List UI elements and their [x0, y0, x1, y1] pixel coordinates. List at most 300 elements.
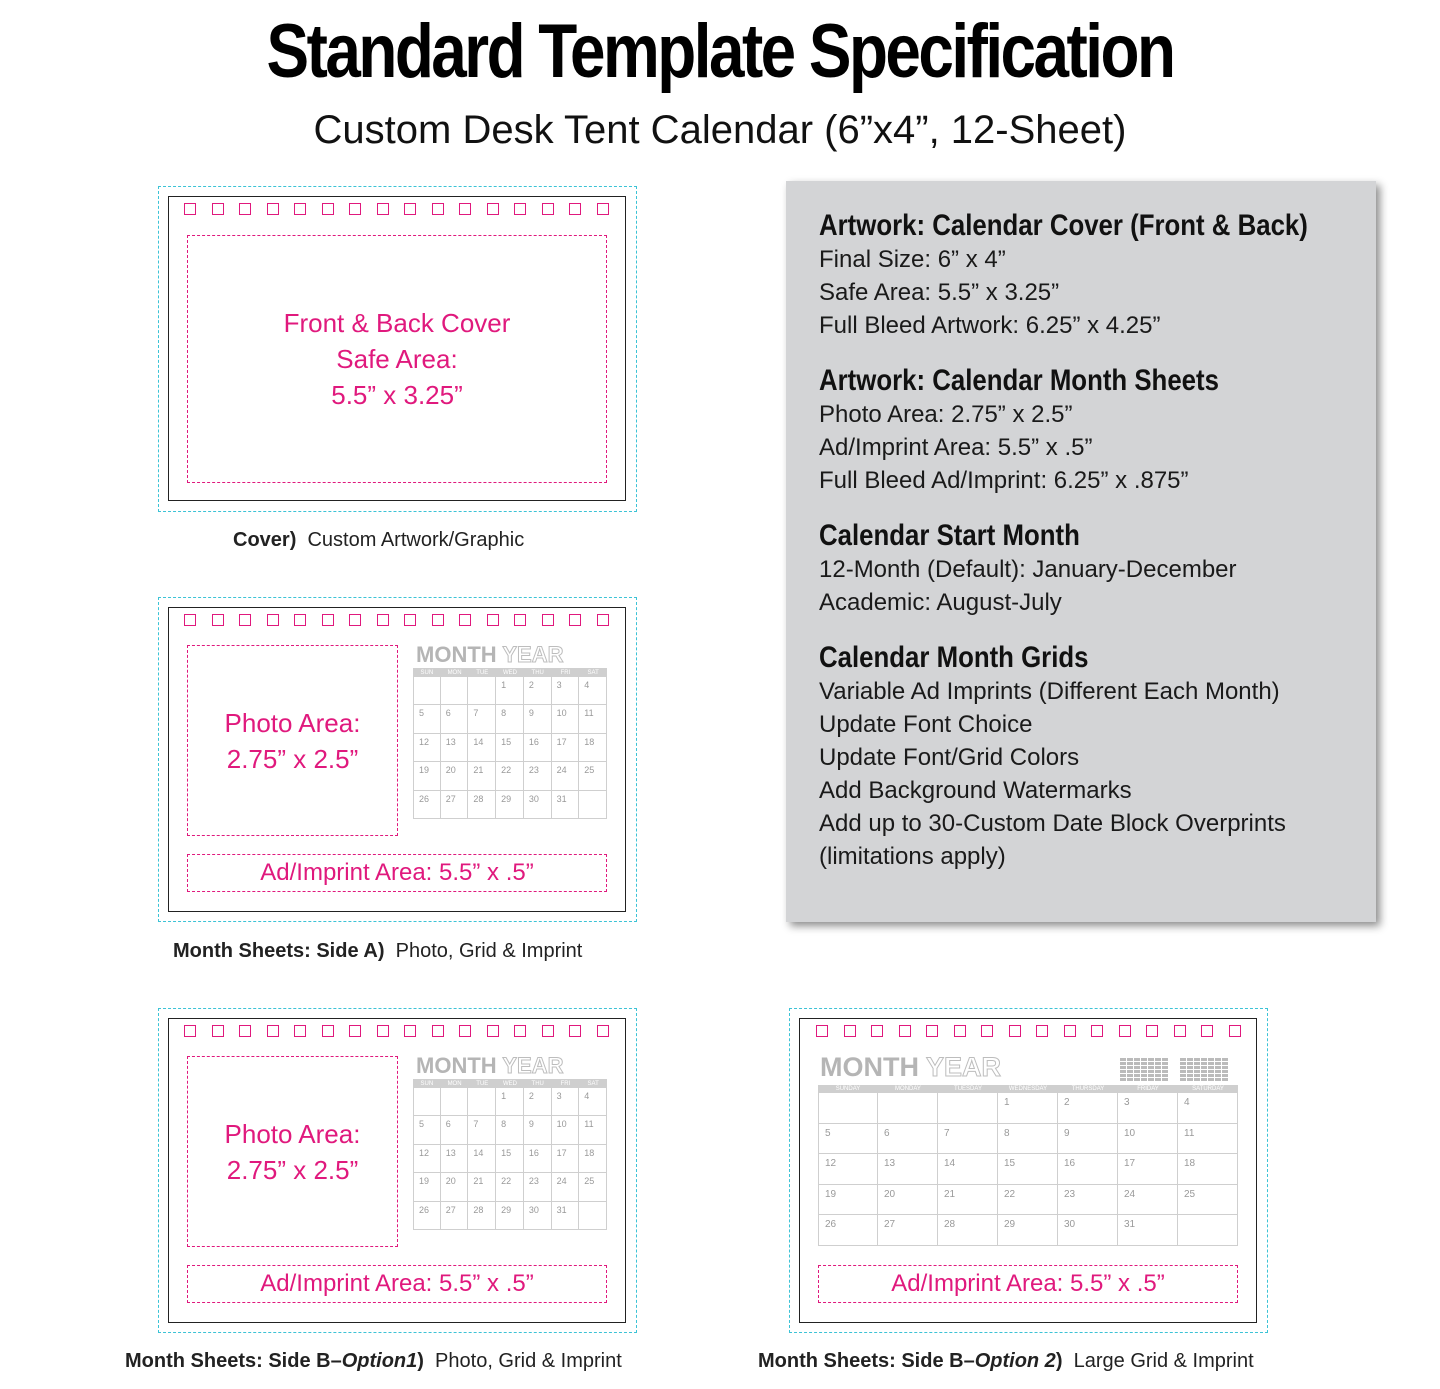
page-title: Standard Template Specification	[266, 9, 1174, 94]
mini-calendar-mark	[1148, 1078, 1154, 1081]
mini-calendar-mark	[1187, 1078, 1193, 1081]
binding-hole-icon	[322, 614, 334, 626]
mini-calendar-mark	[1180, 1074, 1186, 1077]
date-cell: 3	[552, 1088, 580, 1116]
date-cell: 16	[1058, 1154, 1118, 1185]
day-header: SAT	[579, 668, 607, 677]
binding-hole-icon	[322, 203, 334, 215]
cover-caption	[233, 527, 524, 553]
mini-calendar-mark	[1187, 1062, 1193, 1065]
cover-caption-text: Custom Artwork/Graphic	[307, 529, 525, 551]
date-cell: 30	[524, 791, 552, 819]
date-cell: 3	[1118, 1093, 1178, 1124]
date-cell: 28	[468, 1202, 496, 1230]
mini-calendar-mark	[1215, 1058, 1221, 1061]
binding-hole-icon	[514, 614, 526, 626]
side-a-year-word: YEAR	[502, 642, 564, 667]
date-cell: 27	[878, 1215, 938, 1246]
mini-calendar-mark	[1194, 1058, 1200, 1061]
mini-calendar-mark	[1201, 1078, 1207, 1081]
mini-calendar-mark	[1127, 1078, 1133, 1081]
binding-hole-icon	[404, 614, 416, 626]
binding-hole-icon	[349, 203, 361, 215]
date-cell	[579, 791, 607, 819]
side-b1-calendar-grid	[413, 1079, 607, 1230]
date-cell: 8	[998, 1124, 1058, 1155]
date-cell: 28	[468, 791, 496, 819]
mini-calendar-mark	[1148, 1066, 1154, 1069]
date-cell: 29	[998, 1215, 1058, 1246]
date-cell: 22	[496, 762, 524, 790]
mini-calendar-mark	[1120, 1078, 1126, 1081]
mini-calendar-mark	[1201, 1062, 1207, 1065]
mini-calendar-mark	[1120, 1070, 1126, 1073]
date-cell: 25	[579, 1173, 607, 1201]
mini-calendar-mark	[1194, 1066, 1200, 1069]
binding-hole-icon	[239, 614, 251, 626]
spec-line: Safe Area: 5.5” x 3.25”	[819, 279, 1060, 306]
date-cell: 11	[579, 705, 607, 733]
mini-calendar-mark	[1162, 1062, 1168, 1065]
mini-calendar-mark	[1187, 1070, 1193, 1073]
side-a-calendar-grid	[413, 668, 607, 819]
mini-calendar-mark	[1141, 1078, 1147, 1081]
date-cell: 22	[496, 1173, 524, 1201]
binding-hole-icon	[184, 203, 196, 215]
spec-line: Full Bleed Ad/Imprint: 6.25” x .875”	[819, 467, 1189, 494]
spec-line: Full Bleed Artwork: 6.25” x 4.25”	[819, 312, 1161, 339]
side-b2-imprint-area: Ad/Imprint Area: 5.5” x .5”	[818, 1265, 1238, 1303]
side-b2-caption-italic: Option 2	[974, 1350, 1056, 1372]
binding-hole-icon	[954, 1025, 966, 1037]
date-cell: 23	[524, 762, 552, 790]
mini-calendar-mark	[1215, 1066, 1221, 1069]
date-cell: 15	[998, 1154, 1058, 1185]
date-cell: 16	[524, 734, 552, 762]
side-b1-photo-area	[187, 1056, 398, 1247]
binding-hole-icon	[1174, 1025, 1186, 1037]
binding-hole-icon	[514, 1025, 526, 1037]
date-cell: 20	[878, 1185, 938, 1216]
date-cell	[468, 677, 496, 705]
day-header: TUE	[468, 668, 496, 677]
mini-calendar-mark	[1155, 1066, 1161, 1069]
date-cell: 5	[413, 1116, 441, 1144]
date-cell: 3	[552, 677, 580, 705]
date-cell: 31	[552, 791, 580, 819]
date-cell: 24	[1118, 1185, 1178, 1216]
side-a-caption	[173, 938, 582, 964]
binding-hole-icon	[404, 203, 416, 215]
date-cell: 10	[552, 1116, 580, 1144]
binding-hole-icon	[569, 203, 581, 215]
date-cell	[1178, 1215, 1238, 1246]
side-b2-holes	[816, 1025, 1241, 1037]
binding-hole-icon	[459, 1025, 471, 1037]
mini-calendar-mark	[1222, 1058, 1228, 1061]
day-header: SUN	[413, 1079, 441, 1088]
day-header: FRIDAY	[1118, 1085, 1178, 1093]
date-cell: 11	[1178, 1124, 1238, 1155]
date-cell: 30	[1058, 1215, 1118, 1246]
date-cell: 17	[552, 1145, 580, 1173]
side-b2-caption-text: Large Grid & Imprint	[1073, 1350, 1254, 1372]
date-cell: 19	[413, 1173, 441, 1201]
mini-calendar-mark	[1215, 1070, 1221, 1073]
side-b2-caption-bold-end: )	[1055, 1350, 1063, 1372]
binding-hole-icon	[899, 1025, 911, 1037]
spec-heading: Artwork: Calendar Cover (Front & Back)	[819, 209, 1308, 242]
mini-calendar-mark	[1155, 1078, 1161, 1081]
day-header: SUN	[413, 668, 441, 677]
mini-calendar-mark	[1215, 1074, 1221, 1077]
cover-safe-line3: 5.5” x 3.25”	[331, 380, 463, 410]
mini-calendar-mark	[1194, 1074, 1200, 1077]
date-cell: 20	[441, 1173, 469, 1201]
side-a-caption-text: Photo, Grid & Imprint	[395, 940, 583, 962]
day-header: TUE	[468, 1079, 496, 1088]
date-cell: 5	[413, 705, 441, 733]
side-b1-photo-line2: 2.75” x 2.5”	[226, 1154, 359, 1185]
mini-calendar-mark	[1127, 1058, 1133, 1061]
date-cell: 8	[496, 1116, 524, 1144]
mini-calendar-mark	[1162, 1078, 1168, 1081]
mini-calendar-mark	[1120, 1058, 1126, 1061]
side-a-caption-bold: Month Sheets: Side A)	[173, 940, 385, 962]
side-b1-year-word: YEAR	[502, 1053, 564, 1078]
spec-section-month-grids	[819, 641, 1286, 873]
date-cell: 1	[998, 1093, 1058, 1124]
binding-hole-icon	[294, 614, 306, 626]
spec-line: Add up to 30-Custom Date Block Overprints	[819, 810, 1286, 837]
binding-hole-icon	[1229, 1025, 1241, 1037]
date-cell: 9	[524, 705, 552, 733]
binding-hole-icon	[294, 203, 306, 215]
binding-hole-icon	[569, 1025, 581, 1037]
date-cell: 2	[524, 677, 552, 705]
binding-hole-icon	[871, 1025, 883, 1037]
binding-hole-icon	[1064, 1025, 1076, 1037]
spec-line: Photo Area: 2.75” x 2.5”	[819, 401, 1073, 428]
binding-hole-icon	[542, 1025, 554, 1037]
spec-heading: Calendar Month Grids	[819, 641, 1089, 674]
binding-hole-icon	[432, 614, 444, 626]
mini-calendar-mark	[1180, 1058, 1186, 1061]
spec-heading: Artwork: Calendar Month Sheets	[819, 364, 1219, 397]
binding-hole-icon	[432, 1025, 444, 1037]
binding-hole-icon	[212, 203, 224, 215]
day-header: MONDAY	[878, 1085, 938, 1093]
binding-hole-icon	[212, 614, 224, 626]
mini-calendar-mark	[1222, 1078, 1228, 1081]
side-b2-year-word: YEAR	[926, 1052, 1002, 1082]
mini-calendar-mark	[1222, 1074, 1228, 1077]
binding-hole-icon	[377, 203, 389, 215]
mini-calendar-mark	[1187, 1066, 1193, 1069]
date-cell	[413, 1088, 441, 1116]
mini-calendar-mark	[1194, 1070, 1200, 1073]
date-cell: 10	[1118, 1124, 1178, 1155]
mini-calendar-mark	[1162, 1070, 1168, 1073]
spec-section-start-month	[819, 519, 1237, 619]
date-cell: 26	[413, 1202, 441, 1230]
side-a-month-title	[416, 643, 564, 667]
mini-calendar-mark	[1141, 1074, 1147, 1077]
binding-hole-icon	[1009, 1025, 1021, 1037]
mini-calendar-mark	[1148, 1070, 1154, 1073]
day-header: THURSDAY	[1058, 1085, 1118, 1093]
side-b1-month-title	[416, 1054, 564, 1078]
date-cell: 15	[496, 1145, 524, 1173]
spec-line: 12-Month (Default): January-December	[819, 556, 1237, 583]
spec-line: (limitations apply)	[819, 843, 1006, 870]
spec-section-cover	[819, 209, 1387, 342]
mini-calendar-mark	[1141, 1058, 1147, 1061]
date-cell: 14	[468, 1145, 496, 1173]
date-cell: 29	[496, 1202, 524, 1230]
mini-calendar-mark	[1141, 1070, 1147, 1073]
date-cell: 26	[413, 791, 441, 819]
mini-calendar-mark	[1134, 1078, 1140, 1081]
side-b2-month-word: MONTH	[820, 1052, 919, 1082]
spec-line: Add Background Watermarks	[819, 777, 1132, 804]
date-cell: 21	[938, 1185, 998, 1216]
mini-calendar-mark	[1208, 1070, 1214, 1073]
mini-calendar-mark	[1127, 1062, 1133, 1065]
spec-heading: Calendar Start Month	[819, 519, 1080, 552]
binding-hole-icon	[487, 614, 499, 626]
mini-calendar-mark	[1215, 1078, 1221, 1081]
mini-calendar-mark	[1141, 1062, 1147, 1065]
side-b2-next-month-mini	[1180, 1058, 1228, 1081]
side-b2-month-title	[820, 1052, 1001, 1082]
mini-calendar-mark	[1201, 1070, 1207, 1073]
date-cell: 2	[524, 1088, 552, 1116]
side-a-holes	[184, 614, 609, 626]
date-cell: 6	[878, 1124, 938, 1155]
date-cell: 13	[441, 734, 469, 762]
date-cell: 6	[441, 705, 469, 733]
date-cell: 30	[524, 1202, 552, 1230]
date-cell: 18	[579, 734, 607, 762]
binding-hole-icon	[816, 1025, 828, 1037]
binding-hole-icon	[1036, 1025, 1048, 1037]
date-cell: 31	[552, 1202, 580, 1230]
date-cell: 12	[413, 1145, 441, 1173]
binding-hole-icon	[267, 614, 279, 626]
mini-calendar-mark	[1155, 1074, 1161, 1077]
date-cell: 16	[524, 1145, 552, 1173]
mini-calendar-mark	[1208, 1058, 1214, 1061]
side-a-month-word: MONTH	[416, 642, 497, 667]
date-cell: 7	[938, 1124, 998, 1155]
day-header: WED	[496, 668, 524, 677]
date-cell: 14	[468, 734, 496, 762]
spec-panel	[786, 181, 1376, 922]
binding-hole-icon	[981, 1025, 993, 1037]
side-b1-caption-text: Photo, Grid & Imprint	[435, 1350, 622, 1372]
date-cell: 13	[441, 1145, 469, 1173]
date-cell: 11	[579, 1116, 607, 1144]
binding-hole-icon	[267, 1025, 279, 1037]
binding-hole-icon	[432, 203, 444, 215]
date-cell: 25	[1178, 1185, 1238, 1216]
date-cell: 21	[468, 1173, 496, 1201]
date-cell: 23	[524, 1173, 552, 1201]
date-cell: 4	[579, 1088, 607, 1116]
side-a-photo-line2: 2.75” x 2.5”	[226, 743, 359, 774]
mini-calendar-mark	[1194, 1062, 1200, 1065]
date-cell: 18	[579, 1145, 607, 1173]
mini-calendar-mark	[1148, 1062, 1154, 1065]
binding-hole-icon	[487, 1025, 499, 1037]
mini-calendar-mark	[1187, 1074, 1193, 1077]
side-b1-month-word: MONTH	[416, 1053, 497, 1078]
date-cell	[468, 1088, 496, 1116]
mini-calendar-mark	[1134, 1074, 1140, 1077]
mini-calendar-mark	[1222, 1070, 1228, 1073]
date-cell	[579, 1202, 607, 1230]
day-header: THU	[524, 668, 552, 677]
mini-calendar-mark	[1180, 1070, 1186, 1073]
mini-calendar-mark	[1162, 1066, 1168, 1069]
date-cell: 12	[413, 734, 441, 762]
date-cell: 9	[524, 1116, 552, 1144]
date-cell: 21	[468, 762, 496, 790]
binding-hole-icon	[459, 614, 471, 626]
date-cell: 28	[938, 1215, 998, 1246]
binding-hole-icon	[212, 1025, 224, 1037]
mini-calendar-mark	[1127, 1074, 1133, 1077]
binding-hole-icon	[926, 1025, 938, 1037]
date-cell: 27	[441, 791, 469, 819]
side-b1-caption-bold-end: )	[417, 1350, 424, 1372]
cover-holes	[184, 203, 609, 215]
spec-line: Update Font Choice	[819, 711, 1033, 738]
date-cell: 22	[998, 1185, 1058, 1216]
mini-calendar-mark	[1222, 1066, 1228, 1069]
mini-calendar-mark	[1148, 1058, 1154, 1061]
date-cell: 24	[552, 1173, 580, 1201]
date-cell: 18	[1178, 1154, 1238, 1185]
day-header: SAT	[579, 1079, 607, 1088]
mini-calendar-mark	[1141, 1066, 1147, 1069]
mini-calendar-mark	[1162, 1074, 1168, 1077]
mini-calendar-mark	[1180, 1078, 1186, 1081]
date-cell	[818, 1093, 878, 1124]
date-cell	[413, 677, 441, 705]
mini-calendar-mark	[1201, 1074, 1207, 1077]
date-cell: 29	[496, 791, 524, 819]
mini-calendar-mark	[1134, 1058, 1140, 1061]
date-cell: 13	[878, 1154, 938, 1185]
mini-calendar-mark	[1201, 1066, 1207, 1069]
spec-line: Academic: August-July	[819, 589, 1062, 616]
date-cell: 20	[441, 762, 469, 790]
side-b1-imprint-area: Ad/Imprint Area: 5.5” x .5”	[187, 1265, 607, 1303]
day-header: MON	[441, 1079, 469, 1088]
side-b1-caption-italic: Option1	[341, 1350, 418, 1372]
date-cell: 15	[496, 734, 524, 762]
page-subtitle: Custom Desk Tent Calendar (6”x4”, 12-Sheet)	[313, 108, 1127, 152]
binding-hole-icon	[1201, 1025, 1213, 1037]
mini-calendar-mark	[1208, 1078, 1214, 1081]
side-b1-caption-bold: Month Sheets: Side B–	[125, 1350, 342, 1372]
mini-calendar-mark	[1180, 1066, 1186, 1069]
binding-hole-icon	[267, 203, 279, 215]
date-cell: 8	[496, 705, 524, 733]
date-cell: 6	[441, 1116, 469, 1144]
mini-calendar-mark	[1155, 1070, 1161, 1073]
date-cell: 12	[818, 1154, 878, 1185]
binding-hole-icon	[542, 614, 554, 626]
mini-calendar-mark	[1148, 1074, 1154, 1077]
binding-hole-icon	[239, 203, 251, 215]
binding-hole-icon	[597, 203, 609, 215]
binding-hole-icon	[294, 1025, 306, 1037]
date-cell	[441, 1088, 469, 1116]
binding-hole-icon	[377, 1025, 389, 1037]
mini-calendar-mark	[1180, 1062, 1186, 1065]
date-cell	[878, 1093, 938, 1124]
side-b2-calendar-grid	[818, 1085, 1238, 1246]
mini-calendar-mark	[1208, 1062, 1214, 1065]
day-header: MON	[441, 668, 469, 677]
date-cell: 14	[938, 1154, 998, 1185]
spec-section-month-sheets	[819, 364, 1284, 497]
date-cell: 7	[468, 705, 496, 733]
date-cell: 31	[1118, 1215, 1178, 1246]
binding-hole-icon	[597, 1025, 609, 1037]
spec-line: Final Size: 6” x 4”	[819, 246, 1006, 273]
binding-hole-icon	[377, 614, 389, 626]
side-b2-prev-month-mini	[1120, 1058, 1168, 1081]
date-cell: 7	[468, 1116, 496, 1144]
date-cell: 2	[1058, 1093, 1118, 1124]
mini-calendar-mark	[1134, 1066, 1140, 1069]
day-header: WED	[496, 1079, 524, 1088]
binding-hole-icon	[349, 614, 361, 626]
mini-calendar-mark	[1134, 1070, 1140, 1073]
side-b1-caption	[125, 1348, 622, 1374]
cover-caption-bold: Cover)	[233, 529, 297, 551]
mini-calendar-mark	[1120, 1074, 1126, 1077]
day-header: FRI	[552, 668, 580, 677]
date-cell: 4	[579, 677, 607, 705]
binding-hole-icon	[542, 203, 554, 215]
date-cell: 24	[552, 762, 580, 790]
binding-hole-icon	[844, 1025, 856, 1037]
mini-calendar-mark	[1120, 1066, 1126, 1069]
mini-calendar-mark	[1208, 1066, 1214, 1069]
day-header: FRI	[552, 1079, 580, 1088]
date-cell	[441, 677, 469, 705]
binding-hole-icon	[514, 203, 526, 215]
binding-hole-icon	[349, 1025, 361, 1037]
binding-hole-icon	[1119, 1025, 1131, 1037]
mini-calendar-mark	[1215, 1062, 1221, 1065]
binding-hole-icon	[487, 203, 499, 215]
spec-line: Update Font/Grid Colors	[819, 744, 1080, 771]
side-a-imprint-area: Ad/Imprint Area: 5.5” x .5”	[187, 854, 607, 892]
mini-calendar-mark	[1155, 1062, 1161, 1065]
date-cell: 23	[1058, 1185, 1118, 1216]
date-cell: 4	[1178, 1093, 1238, 1124]
binding-hole-icon	[1091, 1025, 1103, 1037]
side-a-photo-line1: Photo Area:	[224, 707, 361, 738]
cover-safe-area	[187, 235, 607, 483]
side-b1-holes	[184, 1025, 609, 1037]
